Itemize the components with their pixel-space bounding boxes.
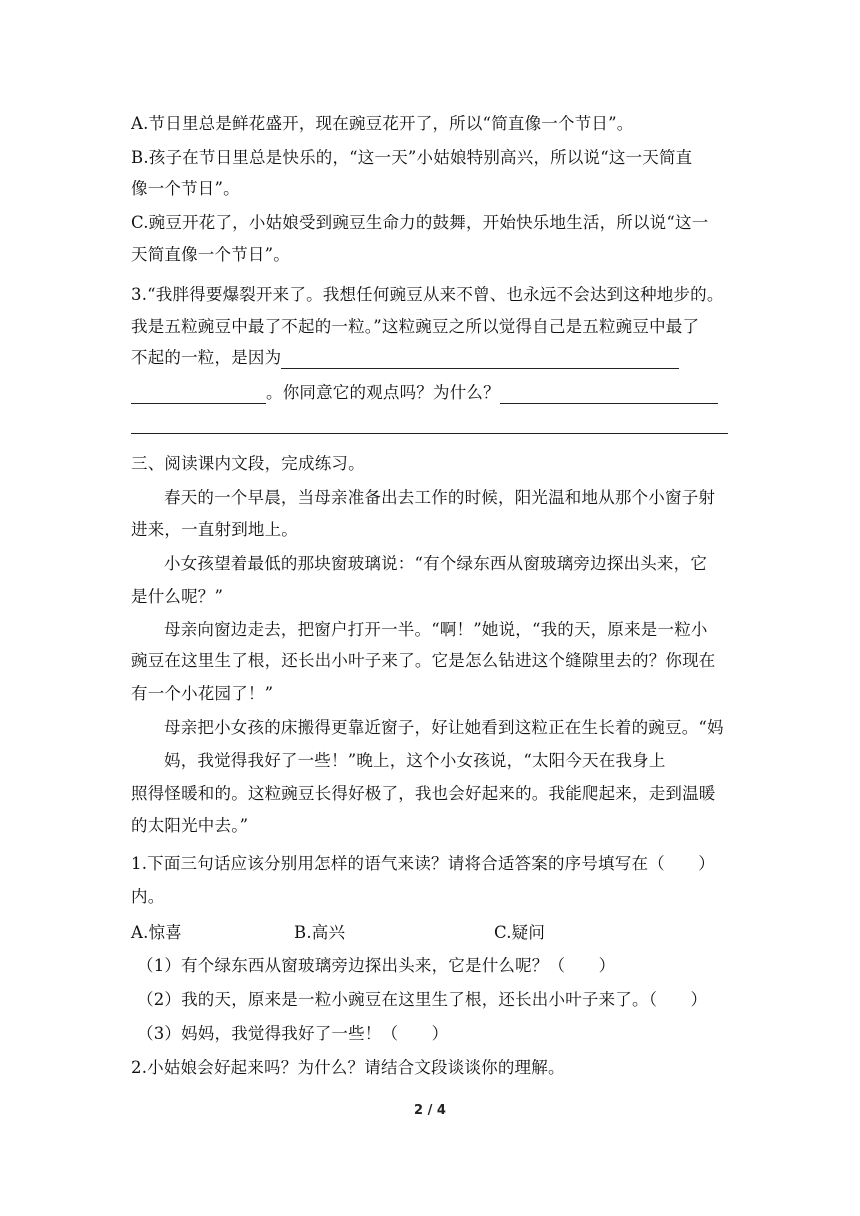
passage-paragraph-3-cont: 有一个小花园了！” [131, 684, 274, 703]
question-3-line-4 [131, 382, 718, 404]
question-1-line-2: 内。 [131, 887, 165, 906]
option-c: C.疑问 [494, 923, 546, 942]
answer-blank[interactable] [131, 386, 266, 404]
sub-question-3: （3）妈妈，我觉得我好了一些！（ ） [137, 1024, 449, 1043]
question-3-prompt: 不起的一粒，是因为 [131, 348, 282, 367]
question-1-line-1: 1.下面三句话应该分别用怎样的语气来读？请将合适答案的序号填写在（ ） [131, 854, 715, 873]
passage-paragraph-1-cont: 进来，一直射到地上。 [131, 520, 298, 539]
passage-paragraph-3-cont: 豌豆在这里生了根，还长出小叶子来了。它是怎么钻进这个缝隙里去的？你现在 [131, 651, 716, 670]
option-c-line-cont: 天简直像一个节日”。 [131, 245, 290, 264]
passage-paragraph-1: 春天的一个早晨，当母亲准备出去工作的时候，阳光温和地从那个小窗子射 [164, 488, 716, 507]
answer-blank[interactable] [281, 351, 679, 369]
tone-options [131, 922, 728, 944]
option-a-line: A.节日里总是鲜花盛开，现在豌豆花开了，所以“简直像一个节日”。 [131, 114, 634, 133]
passage-paragraph-4: 母亲把小女孩的床搬得更靠近窗子，好让她看到这粒正在生长着的豌豆。“妈 [164, 718, 724, 737]
option-b-line-cont: 像一个节日”。 [131, 179, 240, 198]
sub-question-2: （2）我的天，原来是一粒小豌豆在这里生了根，还长出小叶子来了。（ ） [137, 990, 708, 1009]
passage-paragraph-2: 小女孩望着最低的那块窗玻璃说：“有个绿东西从窗玻璃旁边探出头来，它 [164, 554, 708, 573]
passage-paragraph-2-cont: 是什么呢？” [131, 587, 224, 606]
option-b-line: B.孩子在节日里总是快乐的，“这一天”小姑娘特别高兴，所以说“这一天简直 [131, 148, 693, 167]
question-3-line-1: 3.“我胖得要爆裂开来了。我想任何豌豆从来不曾、也永远不会达到这种地步的。 [131, 285, 724, 304]
question-2-line: 2.小姑娘会好起来吗？为什么？请结合文段谈谈你的理解。 [131, 1058, 565, 1077]
passage-paragraph-4-cont: 的太阳光中去。” [131, 816, 249, 835]
passage-paragraph-3: 母亲向窗边走去，把窗户打开一半。“啊！”她说，“我的天，原来是一粒小 [164, 620, 708, 639]
page-number: 2 / 4 [414, 1103, 446, 1118]
passage-paragraph-4-cont: 照得怪暖和的。这粒豌豆长得好极了，我也会好起来的。我能爬起来，走到温暖 [131, 784, 716, 803]
question-3-followup: 。你同意它的观点吗？为什么？ [266, 383, 500, 402]
option-b: B.高兴 [294, 923, 346, 942]
question-3-line-3 [131, 347, 679, 369]
sub-question-1: （1）有个绿东西从窗玻璃旁边探出头来，它是什么呢？（ ） [137, 956, 616, 975]
option-c-line: C.豌豆开花了，小姑娘受到豌豆生命力的鼓舞，开始快乐地生活，所以说“这一 [131, 213, 709, 232]
answer-blank[interactable] [500, 386, 718, 404]
option-a: A.惊喜 [131, 923, 182, 942]
answer-line[interactable] [131, 433, 728, 434]
question-3-line-2: 我是五粒豌豆中最了不起的一粒。”这粒豌豆之所以觉得自己是五粒豌豆中最了 [131, 317, 700, 336]
passage-paragraph-4-cont: 妈，我觉得我好了一些！”晚上，这个小女孩说，“太阳今天在我身上 [164, 751, 666, 770]
section-3-heading: 三、阅读课内文段，完成练习。 [131, 454, 365, 473]
